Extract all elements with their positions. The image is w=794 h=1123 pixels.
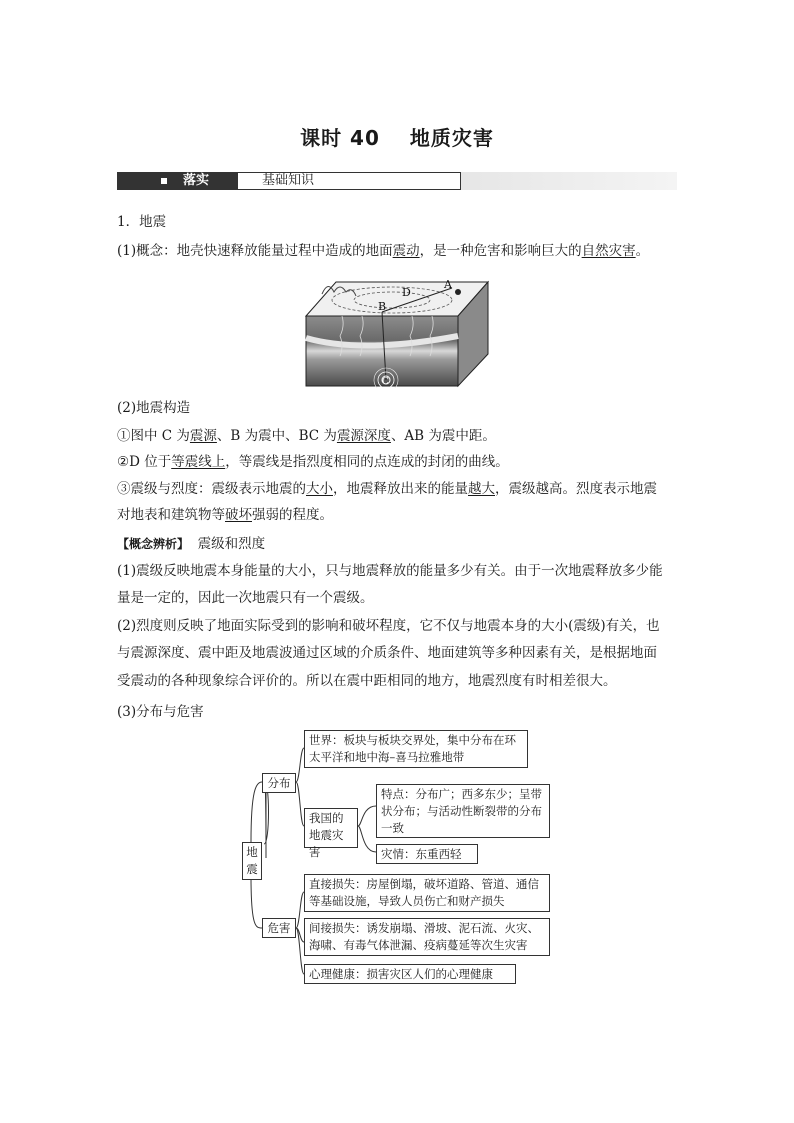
- structure-line-1: [117, 426, 687, 446]
- underlined-term: 破坏: [225, 507, 252, 523]
- label-a: A: [444, 278, 452, 291]
- mindmap-world: 世界：板块与板块交界处，集中分布在环太平洋和地中海–喜马拉雅地带: [304, 730, 528, 768]
- concept-tag: 【概念辨析】: [117, 537, 190, 551]
- structure-title: (2)地震构造: [117, 400, 191, 416]
- underlined-term: 越大: [468, 481, 495, 497]
- text: ，地震释放出来的能量: [333, 481, 468, 497]
- text: ，是一种危害和影响巨大的: [419, 243, 582, 259]
- earthquake-structure-figure: [302, 276, 492, 388]
- distinction-1a: (1)震级反映地震本身能量的大小，只与地震释放的能量多少有关。由于一次地震释放多少能: [117, 563, 663, 579]
- lesson-topic: 地质灾害: [409, 126, 494, 150]
- underlined-term: 等震线上: [171, 454, 226, 470]
- text: 对地表和建筑物等: [117, 507, 225, 523]
- mindmap-china: 我国的地震灾害: [304, 808, 358, 848]
- mindmap-indirect: 间接损失：诱发崩塌、滑坡、泥石流、火灾、海啸、有毒气体泄漏、疫病蔓延等次生灾害: [304, 918, 550, 956]
- lesson-number: 课时 40: [300, 126, 380, 150]
- text: (1)概念：地壳快速释放能量过程中造成的地面: [117, 243, 393, 259]
- text: 。: [635, 243, 650, 259]
- concept-analysis-heading: [117, 534, 687, 554]
- page-title: [0, 122, 794, 151]
- distinction-2b: 与震源深度、震中距及地震波通过区域的介质条件、地面建筑等多种因素有关，是根据地面: [117, 645, 657, 661]
- section-label-box: [237, 172, 461, 190]
- underlined-term: 震动: [392, 243, 420, 259]
- mindmap-feature: 特点：分布广；西多东少；呈带状分布；与活动性断裂带的分布一致: [376, 784, 550, 838]
- text: ②D 位于: [117, 454, 172, 470]
- distinction-2c: 受震动的各种现象综合评价的。所以在震中距相同的地方，地震烈度有时相差很大。: [117, 673, 617, 689]
- underlined-term: 自然灾害: [581, 243, 636, 259]
- section-tag-label: 落实: [183, 173, 210, 188]
- text: 、AB 为震中距。: [390, 428, 496, 444]
- text: ①图中 C 为: [117, 428, 190, 444]
- concept-topic: 震级和烈度: [197, 536, 266, 552]
- text: 、B 为震中、BC 为: [216, 428, 337, 444]
- distinction-1b: 量是一定的，因此一次地震只有一个震级。: [117, 590, 374, 606]
- square-bullet-icon: [161, 178, 167, 184]
- mindmap-direct: 直接损失：房屋倒塌，破坏道路、管道、通信等基础设施，导致人员伤亡和财产损失: [304, 874, 550, 912]
- mindmap-root: 地震: [242, 842, 262, 880]
- section-label: 基础知识: [262, 173, 315, 188]
- structure-line-3a: [117, 479, 687, 499]
- underlined-term: 大小: [306, 481, 333, 497]
- section-tag: [117, 172, 237, 190]
- mindmap-distribution: 分布: [262, 773, 296, 793]
- structure-line-2: [117, 452, 687, 472]
- mindmap-mental: 心理健康：损害灾区人们的心理健康: [304, 964, 516, 984]
- concept-line: [117, 241, 687, 261]
- label-b: B: [378, 300, 387, 313]
- figure-point-a: [455, 289, 461, 295]
- section-header: [117, 172, 677, 190]
- text: ，等震线是指烈度相同的点连成的封闭的曲线。: [225, 454, 509, 470]
- underlined-term: 震源: [189, 428, 217, 444]
- structure-line-3b: [117, 505, 687, 525]
- distribution-title: (3)分布与危害: [117, 704, 204, 720]
- mindmap-disaster: 灾情：东重西轻: [376, 844, 478, 864]
- text: 强弱的程度。: [252, 507, 333, 523]
- label-d: D: [402, 286, 411, 299]
- label-c: C: [382, 377, 389, 387]
- text: ③震级与烈度：震级表示地震的: [117, 481, 306, 497]
- mindmap-harm: 危害: [262, 918, 296, 938]
- distinction-2a: (2)烈度则反映了地面实际受到的影响和破坏程度，它不仅与地震本身的大小(震级)有关，也: [117, 618, 660, 634]
- underlined-term: 震源深度: [336, 428, 391, 444]
- heading-earthquake: 1．地震: [117, 214, 167, 230]
- text: ，震级越高。烈度表示地震: [495, 481, 657, 497]
- mindmap: [240, 728, 560, 988]
